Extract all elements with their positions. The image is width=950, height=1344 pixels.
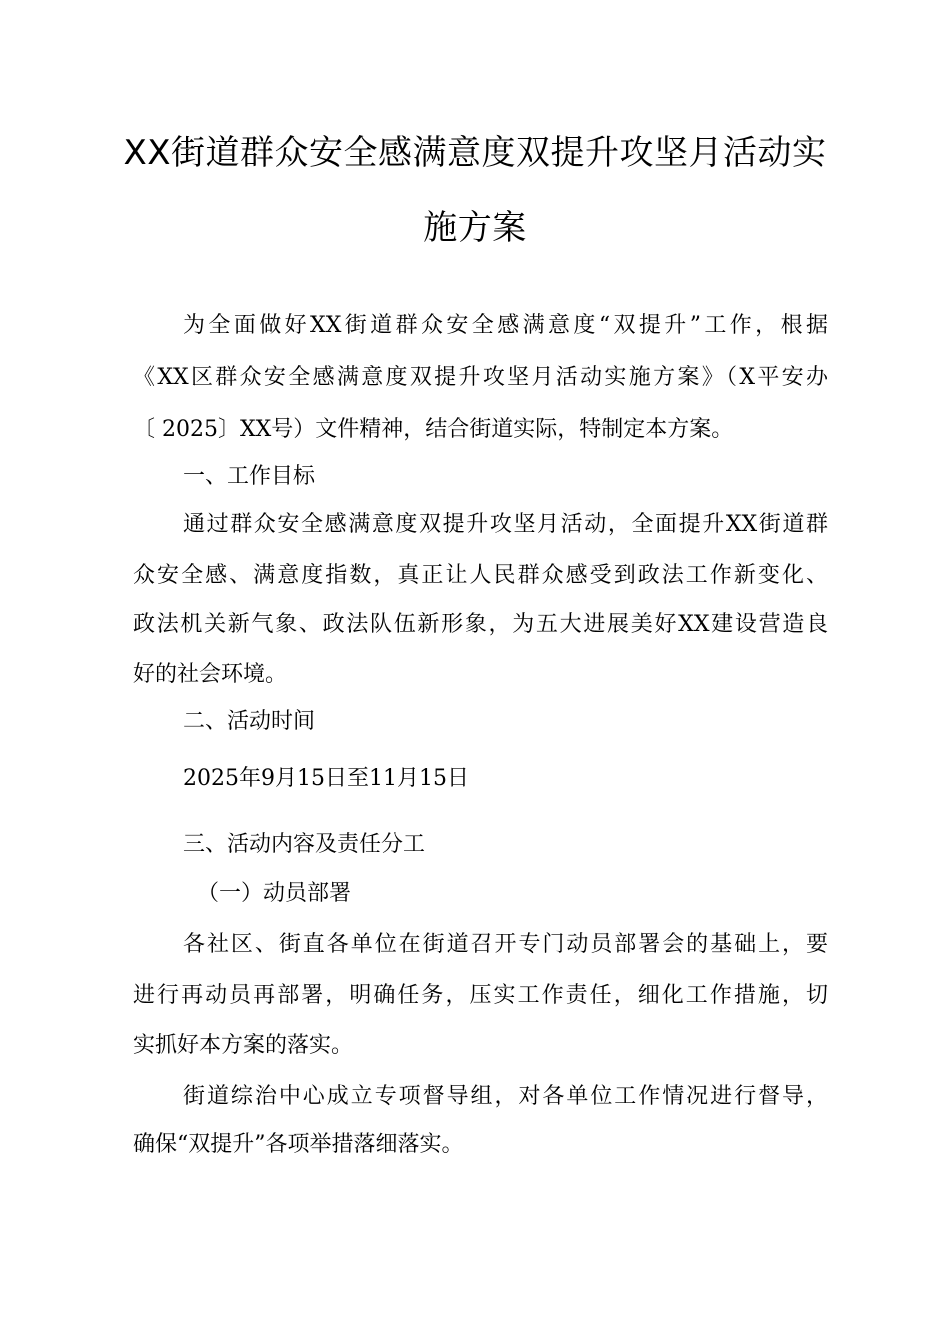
section-3-para-1-line-2: 进行再动员再部署，明确任务，压实工作责任，细化工作措施，切 xyxy=(133,983,828,1008)
section-3-para-2-line-1: 街道综治中心成立专项督导组，对各单位工作情况进行督导， xyxy=(183,1084,828,1109)
intro-line-2: 《XX区群众安全感满意度双提升攻坚月活动实施方案》（X平安办 xyxy=(133,365,828,390)
section-3-heading: 三、活动内容及责任分工 xyxy=(183,832,426,857)
section-3-para-2-line-2: 确保“双提升”各项举措落细落实。 xyxy=(133,1132,464,1157)
section-2-body: 2025年9月15日至11月15日 xyxy=(183,766,469,791)
section-1-heading: 一、工作目标 xyxy=(183,464,316,489)
document-title-line-1: XX街道群众安全感满意度双提升攻坚月活动实 xyxy=(123,133,827,173)
section-1-body-line-1: 通过群众安全感满意度双提升攻坚月活动，全面提升XX街道群 xyxy=(183,512,828,537)
section-3-sub-1-heading: （一）动员部署 xyxy=(197,881,352,906)
section-1-body-line-4: 好的社会环境。 xyxy=(133,662,288,687)
section-3-para-1-line-3: 实抓好本方案的落实。 xyxy=(133,1033,354,1058)
document-title-line-2: 施方案 xyxy=(423,208,527,248)
section-2-heading: 二、活动时间 xyxy=(183,709,316,734)
section-1-body-line-2: 众安全感、满意度指数，真正让人民群众感受到政法工作新变化、 xyxy=(133,563,828,588)
section-3-para-1-line-1: 各社区、街直各单位在街道召开专门动员部署会的基础上，要 xyxy=(183,932,828,957)
intro-line-1: 为全面做好XX街道群众安全感满意度“双提升”工作，根据 xyxy=(183,313,828,338)
section-1-body-line-3: 政法机关新气象、政法队伍新形象，为五大进展美好XX建设营造良 xyxy=(133,612,828,637)
intro-line-3: 〔 2025〕XX号）文件精神，结合街道实际，特制定本方案。 xyxy=(133,417,734,442)
